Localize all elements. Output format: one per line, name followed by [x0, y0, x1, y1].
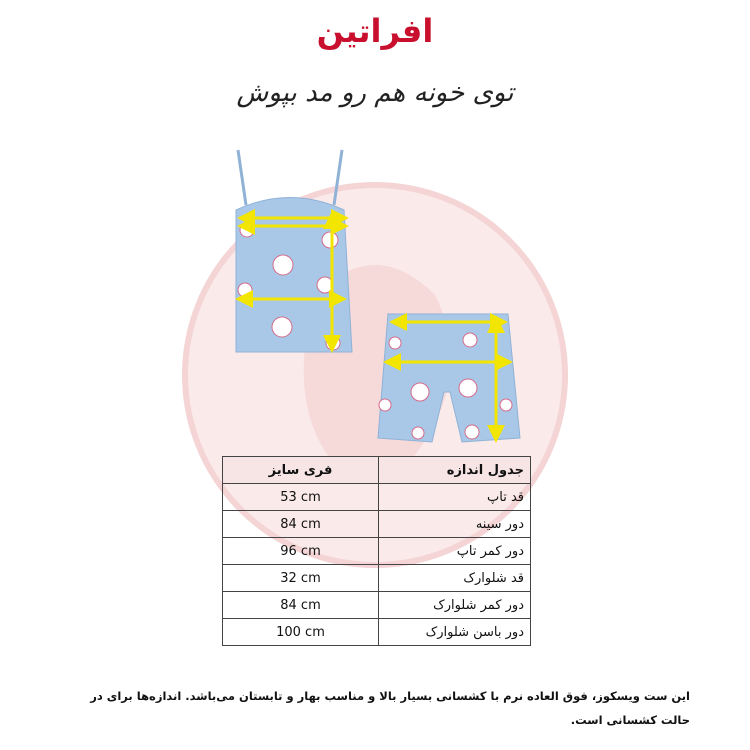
row-value: 32 cm [223, 565, 379, 592]
size-table [222, 456, 531, 646]
row-value: 84 cm [223, 511, 379, 538]
row-label: دور کمر شلوارک [379, 592, 531, 619]
row-value: 84 cm [223, 592, 379, 619]
row-value: 96 cm [223, 538, 379, 565]
row-value: 100 cm [223, 619, 379, 646]
row-label: دور سینه [379, 511, 531, 538]
row-label: قد تاپ [379, 484, 531, 511]
shorts-image [378, 314, 520, 442]
table-header-row [223, 457, 531, 484]
header-label: جدول اندازه [379, 457, 531, 484]
row-label: دور کمر تاپ [379, 538, 531, 565]
camisole-top-image [236, 150, 352, 352]
table-row [223, 592, 531, 619]
product-description: این ست ویسکوز، فوق العاده نرم با کشسانی بسیار بالا و مناسب بهار و تابستان می‌باشد. اندازه‌ها برای در حالت کشسانی است. [90, 689, 690, 727]
row-label: قد شلوارک [379, 565, 531, 592]
table-row [223, 619, 531, 646]
table-row [223, 565, 531, 592]
row-value: 53 cm [223, 484, 379, 511]
header-value: فری سایز [223, 457, 379, 484]
table-row [223, 538, 531, 565]
tagline: توی خونه هم رو مد بپوش [236, 78, 514, 108]
row-label: دور باسن شلوارک [379, 619, 531, 646]
table-row [223, 511, 531, 538]
table-row [223, 484, 531, 511]
brand-logo: افراتین [316, 12, 434, 50]
